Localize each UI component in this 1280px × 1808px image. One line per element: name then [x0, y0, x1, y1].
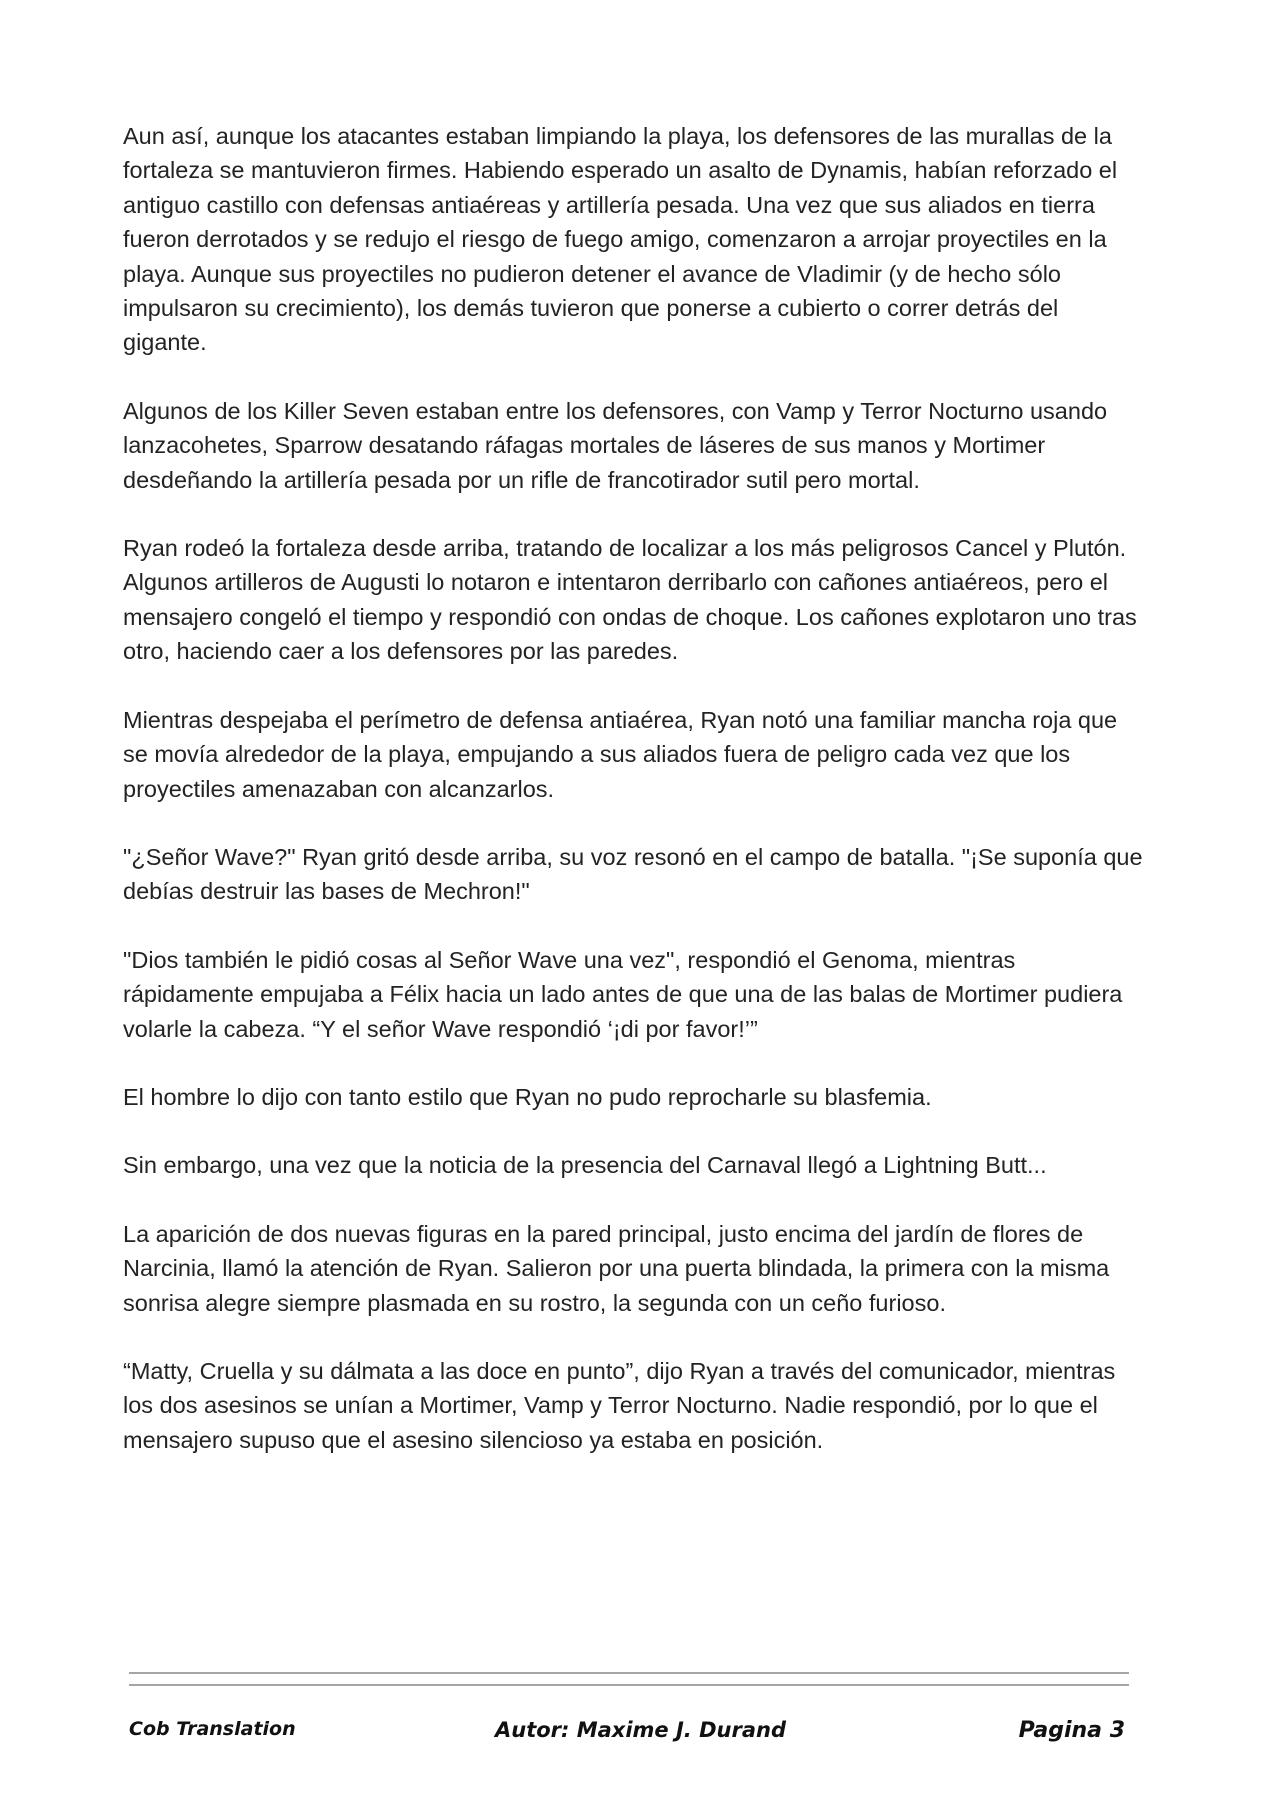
footer-author: Autor: Maxime J. Durand — [495, 1718, 786, 1742]
body-text — [123, 119, 1143, 1491]
paragraph-6: "Dios también le pidió cosas al Señor Wave una vez", respondió el Genoma, mientras rápidamente empujaba a Félix hacia un lado antes de que una de las balas de Mortimer pudiera volarle la cabeza. “Y el señor Wave respondió ‘¡di por favor!’” — [123, 946, 1123, 1042]
paragraph-10: “Matty, Cruella y su dálmata a las doce en punto”, dijo Ryan a través del comunicador, mientras los dos asesinos se unían a Mortimer, Vamp y Terror Nocturno. Nadie respondió, por lo que el mensajero supuso que el asesino silencioso ya estaba en posición. — [123, 1357, 1116, 1453]
page-footer — [129, 1718, 1125, 1748]
paragraph-8: Sin embargo, una vez que la noticia de la presencia del Carnaval llegó a Lightning Butt... — [123, 1152, 1047, 1179]
paragraph-1: Aun así, aunque los atacantes estaban limpiando la playa, los defensores de las murallas de la fortaleza se mantuvieron firmes. Habiendo esperado un asalto de Dynamis, habían reforzado el antiguo castillo con defensas antiaéreas y artillería pesada. Una vez que sus aliados en tierra fueron derrotados y se redujo el riesgo de fuego amigo, comenzaron a arrojar proyectiles en la playa. Aunque sus proyectiles no pudieron detener el avance de Vladimir (y de hecho sólo impulsaron su crecimiento), los demás tuvieron que ponerse a cubierto o correr detrás del gigante. — [123, 123, 1118, 356]
paragraph-3: Ryan rodeó la fortaleza desde arriba, tratando de localizar a los más peligrosos Cancel y Plutón. Algunos artilleros de Augusti lo notaron e intentaron derribarlo con cañones antiaéreos, pero el mensajero congeló el tiempo y respondió con ondas de choque. Los cañones explotaron uno tras otro, haciendo caer a los defensores por las paredes. — [123, 535, 1137, 665]
paragraph-7: El hombre lo dijo con tanto estilo que Ryan no pudo reprocharle su blasfemia. — [123, 1083, 932, 1110]
footer-divider-bottom — [129, 1684, 1129, 1686]
paragraph-9: La aparición de dos nuevas figuras en la pared principal, justo encima del jardín de flores de Narcinia, llamó la atención de Ryan. Salieron por una puerta blindada, la primera con la misma sonrisa alegre siempre plasmada en su rostro, la segunda con un ceño furioso. — [123, 1220, 1110, 1316]
footer-page-number: Pagina 3 — [1018, 1718, 1125, 1743]
footer-translator: Cob Translation — [129, 1718, 296, 1740]
footer-divider-top — [129, 1672, 1129, 1674]
paragraph-4: Mientras despejaba el perímetro de defensa antiaérea, Ryan notó una familiar mancha roja que se movía alrededor de la playa, empujando a sus aliados fuera de peligro cada vez que los proyectiles amenazaban con alcanzarlos. — [123, 706, 1118, 802]
paragraph-5: "¿Señor Wave?" Ryan gritó desde arriba, su voz resonó en el campo de batalla. "¡Se suponía que debías destruir las bases de Mechron!" — [123, 843, 1143, 905]
paragraph-2: Algunos de los Killer Seven estaban entre los defensores, con Vamp y Terror Nocturno usando lanzacohetes, Sparrow desatando ráfagas mortales de láseres de sus manos y Mortimer desdeñando la artillería pesada por un rifle de francotirador sutil pero mortal. — [123, 397, 1108, 493]
